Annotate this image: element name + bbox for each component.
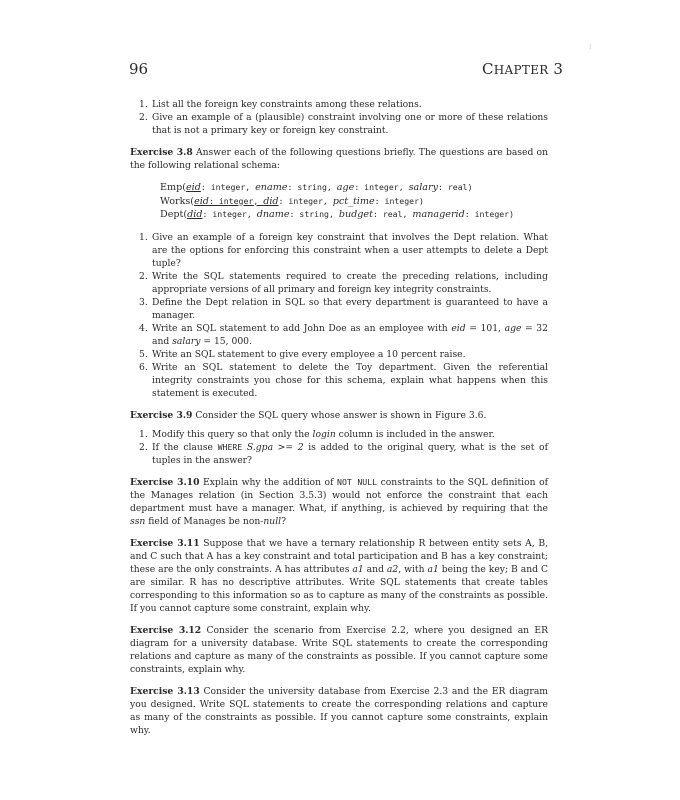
page-number: 96 <box>129 60 149 78</box>
exercise-3-8: Exercise 3.8 Answer each of the following questions briefly. The questions are based on the following relational schema: <box>130 147 548 171</box>
list-item: 2. Give an example of a (plausible) constraint involving one or more of these relations that is not a primary key or foreign key constraint. <box>139 112 548 136</box>
list-item: 4. Write an SQL statement to add John Doe as an employee with eid = 101, age = 32 and salary = 15, 000. <box>139 322 549 347</box>
list-item: 5. Write an SQL statement to give every employee a 10 percent raise. <box>139 348 466 360</box>
list-item: 3. Define the Dept relation in SQL so that every department is guaranteed to have a manager. <box>139 296 548 321</box>
scan-mark: ⁝ <box>589 42 592 51</box>
page-content <box>130 98 548 737</box>
schema-emp: Emp(eid: integer, ename: string, age: integer, salary: real) <box>160 182 473 193</box>
exercise-3-13: Exercise 3.13 Consider the university database from Exercise 2.3 and the ER diagram you designed. Write SQL statements to create the corresponding relations and capture as many of the constraints as possible. If you cannot capture some constraints, explain why. <box>130 685 549 736</box>
list-item: 1. Modify this query so that only the login column is included in the answer. <box>139 428 495 440</box>
list-item: 2. If the clause WHERE S.gpa >= 2 is added to the original query, what is the set of tuples in the answer? <box>139 441 548 466</box>
list-item: 2. Write the SQL statements required to create the preceding relations, including appropriate versions of all primary and foreign key integrity constraints. <box>139 270 548 295</box>
exercise-3-9: Exercise 3.9 Consider the SQL query whose answer is shown in Figure 3.6. <box>130 409 487 421</box>
relational-schema <box>160 181 548 222</box>
schema-dept: Dept(did: integer, dname: string, budget: real, managerid: integer) <box>160 209 515 220</box>
question-list-3-8 <box>130 231 548 400</box>
question-list-3-9 <box>130 428 548 467</box>
exercise-3-12: Exercise 3.12 Consider the scenario from Exercise 2.2, where you designed an ER diagram for a university database. Write SQL statements to create the corresponding relations and capture as many of the constraints as possible. If you cannot capture some constraints, explain why. <box>130 624 548 675</box>
exercise-3-11: Exercise 3.11 Suppose that we have a ternary relationship R between entity sets A, B, and C such that A has a key constraint and total participation and B has a key constraint; these are the only constraints. A has attributes a1 and a2, with a1 being the key; B and C are similar. R has no descriptive attributes. Write SQL statements that create tables corresponding to this information so as to capture as many of the constraints as possible. If you cannot capture some constraint, explain why. <box>130 537 549 614</box>
exercise-3-10: Exercise 3.10 Explain why the addition of NOT NULL constraints to the SQL definition of the Manages relation (in Section 3.5.3) would not enforce the constraint that each department must have a manager. What, if anything, is achieved by requiring that the ssn field of Manages be non-null? <box>130 476 548 527</box>
schema-works: Works(eid: integer, did: integer, pct_time: integer) <box>160 195 424 207</box>
list-item: 1. List all the foreign key constraints among these relations. <box>139 99 422 110</box>
chapter-heading: CHAPTER 3 <box>482 60 564 78</box>
list-item: 1. Give an example of a foreign key constraint that involves the Dept relation. What are the options for enforcing this constraint when a user attempts to delete a Dept tuple? <box>139 231 548 269</box>
question-list-1 <box>130 98 548 137</box>
list-item: 6. Write an SQL statement to delete the Toy department. Given the referential integrity constraints you chose for this schema, explain what happens when this statement is executed. <box>139 361 548 399</box>
